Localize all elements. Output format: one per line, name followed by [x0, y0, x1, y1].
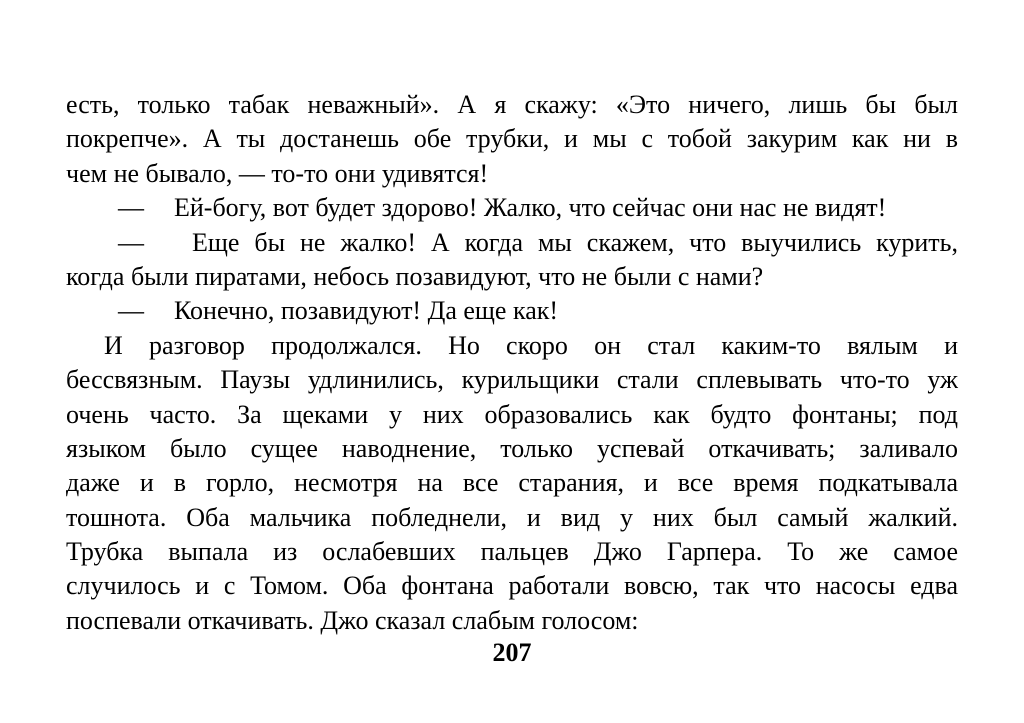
page-number: 207: [492, 638, 532, 667]
dialogue-line: [66, 226, 958, 260]
dialogue-text: Ей-богу, вот будет здорово! Жалко, что сейчас они нас не видят!: [174, 193, 887, 223]
text-line: Трубка выпала из ослабевших пальцев Джо Гарпера. То же самое: [66, 537, 958, 567]
dialogue-text: Конечно, позавидуют! Да еще как!: [174, 296, 559, 326]
dialogue-dash: —: [118, 227, 144, 257]
text-line: покрепче». А ты достанешь обе трубки, и мы с тобой закурим как ни в: [66, 124, 958, 154]
dialogue-line: [66, 294, 958, 328]
text-line: бессвязным. Паузы удлинились, курильщики стали сплевывать что-то уж: [66, 365, 958, 395]
text-line: поспевали откачивать. Джо сказал слабым голосом:: [66, 605, 639, 635]
dialogue-line: [66, 191, 958, 225]
text-line: языком было сущее наводнение, только успевай откачивать; заливало: [66, 433, 958, 463]
dialogue-dash: —: [118, 193, 144, 223]
text-line: случилось и с Томом. Оба фонтана работали вовсю, так что насосы едва: [66, 571, 958, 601]
text-line: есть, только табак неважный». А я скажу: «Это ничего, лишь бы был: [66, 90, 958, 119]
text-line: И разговор продолжался. Но скоро он стал каким-то вялым и: [104, 330, 958, 360]
text-line: даже и в горло, несмотря на все старания, и все время подкатывала: [66, 468, 958, 498]
text-line: чем не бывало, — то-то они удивятся!: [66, 158, 489, 188]
text-line: тошнота. Оба мальчика побледнели, и вид у них был самый жалкий.: [66, 502, 958, 532]
dialogue-dash: —: [118, 296, 144, 326]
text-line: когда были пиратами, небось позавидуют, что не были с нами?: [66, 261, 764, 291]
text-line: очень часто. За щеками у них образовались как будто фонтаны; под: [66, 399, 958, 429]
page-text: [66, 88, 958, 638]
dialogue-text: Еще бы не жалко! А когда мы скажем, что выучились курить,: [192, 227, 958, 257]
